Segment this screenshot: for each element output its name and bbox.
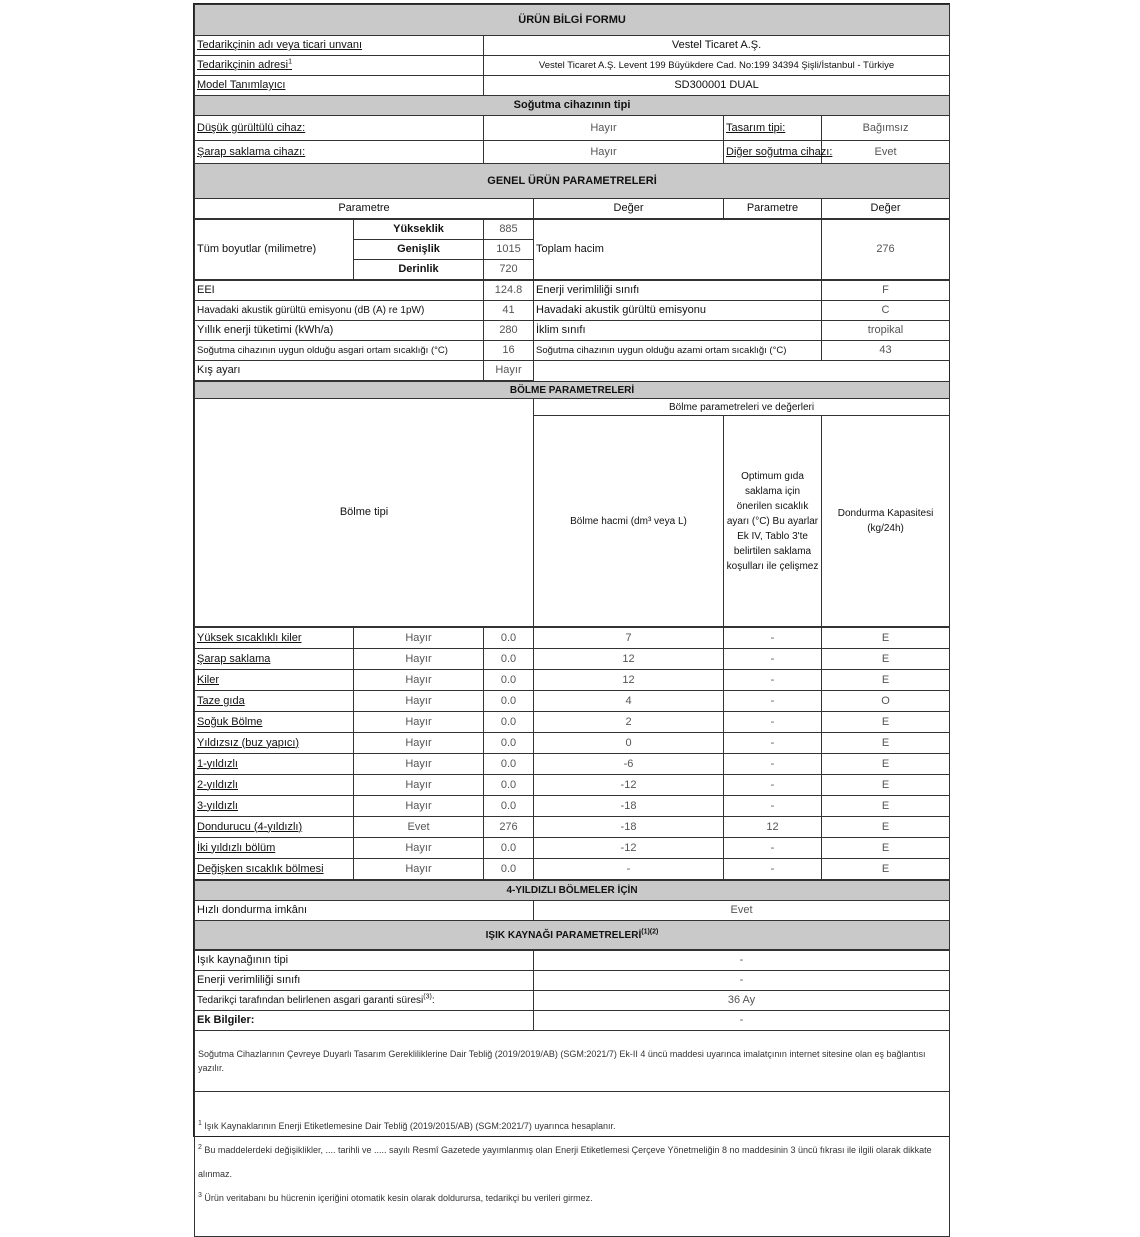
width-label: Genişlik: [354, 240, 484, 260]
form-title: ÜRÜN BİLGİ FORMU: [195, 5, 950, 36]
compartment-volume: 0.0: [484, 796, 534, 817]
noise-label: Havadaki akustik gürültü emisyonu (dB (A) re 1pW): [195, 301, 484, 321]
compartments-table: [194, 381, 950, 627]
footnotes: [195, 1092, 950, 1237]
design-type-label: Tasarım tipi:: [724, 116, 822, 141]
compartment-defrost: O: [822, 691, 950, 712]
compartment-volume: 0.0: [484, 754, 534, 775]
supplier-name-value: Vestel Ticaret A.Ş.: [484, 36, 950, 56]
compartment-volume: 0.0: [484, 733, 534, 754]
light-header: IŞIK KAYNAĞI $PARAMETRELERİ^{(1)(2)}$: [195, 921, 950, 950]
table-row: [195, 796, 950, 817]
compartment-volume: 0.0: [484, 691, 534, 712]
footnote-3: $^3$ Ürün veritabanı bu hücrenin içeriğini otomatik kesin olarak doldurursa, tedarikçi bu verileri girmez.: [198, 1192, 593, 1203]
other-appliance-value: Evet: [822, 141, 950, 164]
height-value: 885: [484, 220, 534, 240]
compartment-temp: 7: [534, 628, 724, 649]
warranty-value: 36 Ay: [534, 991, 950, 1011]
min-temp-value: 16: [484, 341, 534, 361]
max-temp-value: 43: [822, 341, 950, 361]
temp-header: Optimum gıda saklama için önerilen sıcaklık ayarı (°C) Bu ayarlar Ek IV, Tablo 3'te belirtilen saklama koşulları ile çelişmez: [724, 416, 822, 627]
compartment-defrost: E: [822, 838, 950, 859]
compartment-freeze: 12: [724, 817, 822, 838]
four-star-table: [194, 880, 950, 950]
depth-label: Derinlik: [354, 260, 484, 280]
table-row: [195, 712, 950, 733]
compartment-freeze: -: [724, 691, 822, 712]
light-type-label: Işık kaynağının tipi: [195, 951, 534, 971]
wine-storage-label: Şarap saklama cihazı:: [195, 141, 484, 164]
supplier-address-label: Tedarikçinin adresi$^1$: [195, 56, 484, 76]
compartment-volume: 0.0: [484, 859, 534, 880]
extra-info-value: -: [534, 1011, 950, 1031]
compartment-present: Hayır: [354, 796, 484, 817]
compartment-present: Hayır: [354, 649, 484, 670]
compartment-defrost: E: [822, 670, 950, 691]
value-col-header-2: Değer: [822, 199, 950, 219]
compartment-name: 1-yıldızlı: [195, 754, 354, 775]
freeze-header: Dondurma Kapasitesi (kg/24h): [822, 416, 950, 627]
annual-energy-label: Yıllık enerji tüketimi (kWh/a): [195, 321, 484, 341]
compartment-rows: [194, 627, 950, 880]
footnote-2: $^2$ Bu maddelerdeki değişiklikler, .... tarihli ve ..... sayılı Resmî Gazetede yayımlanmış olan Enerji Etiketlemesi Çerçeve Yönetmeliğin 8 no maddesinin 3 üncü fıkrası ile ilgili olarak dikkate alınmaz.: [198, 1144, 932, 1179]
table-row: [195, 817, 950, 838]
compartment-defrost: E: [822, 817, 950, 838]
compartment-freeze: -: [724, 670, 822, 691]
compartment-present: Evet: [354, 817, 484, 838]
compartment-temp: -12: [534, 775, 724, 796]
supplier-address-value: Vestel Ticaret A.Ş. Levent 199 Büyükdere Cad. No:199 34394 Şişli/İstanbul - Türkiye: [484, 56, 950, 76]
fast-freeze-label: Hızlı dondurma imkânı: [195, 901, 534, 921]
compartments-header: BÖLME PARAMETRELERİ: [195, 382, 950, 399]
compartment-defrost: E: [822, 775, 950, 796]
compartment-name: Yıldızsız (buz yapıcı): [195, 733, 354, 754]
compartment-volume: 0.0: [484, 649, 534, 670]
compartment-freeze: -: [724, 712, 822, 733]
table-row: [195, 754, 950, 775]
compartment-defrost: E: [822, 628, 950, 649]
regulation-note: Soğutma Cihazlarının Çevreye Duyarlı Tasarım Gerekliliklerine Dair Tebliğ (2019/2019/AB) (SGM:2021/7) Ek-II 4 üncü maddesi uyarınca imalatçının internet sitesine olan eş bağlantısı yazılır.: [195, 1031, 950, 1092]
table-row: [195, 838, 950, 859]
light-energy-class-label: Enerji verimliliği sınıfı: [195, 971, 534, 991]
product-information-sheet: [193, 3, 950, 1203]
winter-label: Kış ayarı: [195, 361, 484, 381]
compartment-temp: 2: [534, 712, 724, 733]
compartment-freeze: -: [724, 775, 822, 796]
compartment-name: Dondurucu (4-yıldızlı): [195, 817, 354, 838]
energy-class-value: F: [822, 281, 950, 301]
noise-class-value: C: [822, 301, 950, 321]
table-row: [195, 691, 950, 712]
compartment-temp: -18: [534, 796, 724, 817]
general-table: [194, 219, 950, 280]
compartment-temp: -18: [534, 817, 724, 838]
compartment-defrost: E: [822, 754, 950, 775]
compartment-temp: 0: [534, 733, 724, 754]
compartment-defrost: E: [822, 649, 950, 670]
compartment-name: Soğuk Bölme: [195, 712, 354, 733]
appliance-type-header: Soğutma cihazının tipi: [195, 96, 950, 116]
compartment-volume: 276: [484, 817, 534, 838]
compartment-name: Değişken sıcaklık bölmesi: [195, 859, 354, 880]
compartment-freeze: -: [724, 649, 822, 670]
compartment-present: Hayır: [354, 838, 484, 859]
param-col-header: Parametre: [195, 199, 534, 219]
compartment-temp: 4: [534, 691, 724, 712]
total-volume-value: 276: [822, 220, 950, 280]
value-col-header: Değer: [534, 199, 724, 219]
table-row: [195, 670, 950, 691]
min-temp-label: Soğutma cihazının uygun olduğu asgari ortam sıcaklığı (°C): [195, 341, 484, 361]
compartment-freeze: -: [724, 859, 822, 880]
compartment-freeze: -: [724, 796, 822, 817]
compartment-freeze: -: [724, 838, 822, 859]
table-row: [195, 733, 950, 754]
model-value: SD300001 DUAL: [484, 76, 950, 96]
general-params-header: GENEL ÜRÜN PARAMETRELERİ: [195, 164, 950, 199]
light-type-value: -: [534, 951, 950, 971]
compartment-volume: 0.0: [484, 712, 534, 733]
compartment-volume: 0.0: [484, 670, 534, 691]
max-temp-label: Soğutma cihazının uygun olduğu azami ortam sıcaklığı (°C): [534, 341, 822, 361]
climate-label: İklim sınıfı: [534, 321, 822, 341]
eei-value: 124.8: [484, 281, 534, 301]
total-volume-label: Toplam hacim: [534, 220, 822, 280]
compartment-name: Kiler: [195, 670, 354, 691]
compartment-type-header: Bölme tipi: [195, 399, 534, 627]
four-star-header: 4-YILDIZLI BÖLMELER İÇİN: [195, 881, 950, 901]
low-noise-value: Hayır: [484, 116, 724, 141]
light-energy-class-value: -: [534, 971, 950, 991]
compartment-freeze: -: [724, 754, 822, 775]
compartment-present: Hayır: [354, 859, 484, 880]
other-appliance-label: Diğer soğutma cihazı:: [724, 141, 822, 164]
table-row: [195, 859, 950, 880]
supplier-name-label: Tedarikçinin adı veya ticari unvanı: [195, 36, 484, 56]
compartment-temp: 12: [534, 649, 724, 670]
compartment-present: Hayır: [354, 775, 484, 796]
winter-value: Hayır: [484, 361, 534, 381]
fast-freeze-value: Evet: [534, 901, 950, 921]
compartment-temp: 12: [534, 670, 724, 691]
compartment-volume: 0.0: [484, 838, 534, 859]
compartment-name: Yüksek sıcaklıklı kiler: [195, 628, 354, 649]
table-row: [195, 628, 950, 649]
compartment-volume: 0.0: [484, 628, 534, 649]
compartment-defrost: E: [822, 796, 950, 817]
compartment-name: 3-yıldızlı: [195, 796, 354, 817]
info-table: [194, 4, 950, 219]
model-label: Model Tanımlayıcı: [195, 76, 484, 96]
compartment-defrost: E: [822, 859, 950, 880]
climate-value: tropikal: [822, 321, 950, 341]
low-noise-label: Düşük gürültülü cihaz:: [195, 116, 484, 141]
compartment-freeze: -: [724, 628, 822, 649]
compartment-name: Taze gıda: [195, 691, 354, 712]
compartment-present: Hayır: [354, 733, 484, 754]
compartment-defrost: E: [822, 712, 950, 733]
compartment-freeze: -: [724, 733, 822, 754]
compartment-volume: 0.0: [484, 775, 534, 796]
table-row: [195, 649, 950, 670]
dimensions-label: Tüm boyutlar (milimetre): [195, 220, 354, 280]
warranty-label: Tedarikçi tarafından belirlenen asgari garanti süresi$^{(3)}$:: [195, 991, 534, 1011]
energy-class-label: Enerji verimliliği sınıfı: [534, 281, 822, 301]
compartment-params-subheader: Bölme parametreleri ve değerleri: [534, 399, 950, 416]
compartment-present: Hayır: [354, 691, 484, 712]
compartment-name: 2-yıldızlı: [195, 775, 354, 796]
eei-label: EEI: [195, 281, 484, 301]
compartment-present: Hayır: [354, 628, 484, 649]
empty-cell: [534, 361, 950, 381]
depth-value: 720: [484, 260, 534, 280]
compartment-present: Hayır: [354, 670, 484, 691]
param-col-header-2: Parametre: [724, 199, 822, 219]
light-table: [194, 950, 950, 1237]
extra-info-label: Ek Bilgiler:: [195, 1011, 534, 1031]
design-type-value: Bağımsız: [822, 116, 950, 141]
footnote-1: $^1$ Işık Kaynaklarının Enerji Etiketlemesine Dair Tebliğ (2019/2015/AB) (SGM:2021/7) uyarınca hesaplanır.: [198, 1120, 616, 1131]
compartment-temp: -: [534, 859, 724, 880]
compartment-name: İki yıldızlı bölüm: [195, 838, 354, 859]
compartment-temp: -6: [534, 754, 724, 775]
noise-class-label: Havadaki akustik gürültü emisyonu: [534, 301, 822, 321]
compartment-temp: -12: [534, 838, 724, 859]
width-value: 1015: [484, 240, 534, 260]
compartment-name: Şarap saklama: [195, 649, 354, 670]
annual-energy-value: 280: [484, 321, 534, 341]
height-label: Yükseklik: [354, 220, 484, 240]
compartment-defrost: E: [822, 733, 950, 754]
general-table-2: [194, 280, 950, 381]
noise-value: 41: [484, 301, 534, 321]
volume-header: Bölme hacmi (dm³ veya L): [534, 416, 724, 627]
table-row: [195, 775, 950, 796]
compartment-present: Hayır: [354, 712, 484, 733]
compartment-present: Hayır: [354, 754, 484, 775]
wine-storage-value: Hayır: [484, 141, 724, 164]
